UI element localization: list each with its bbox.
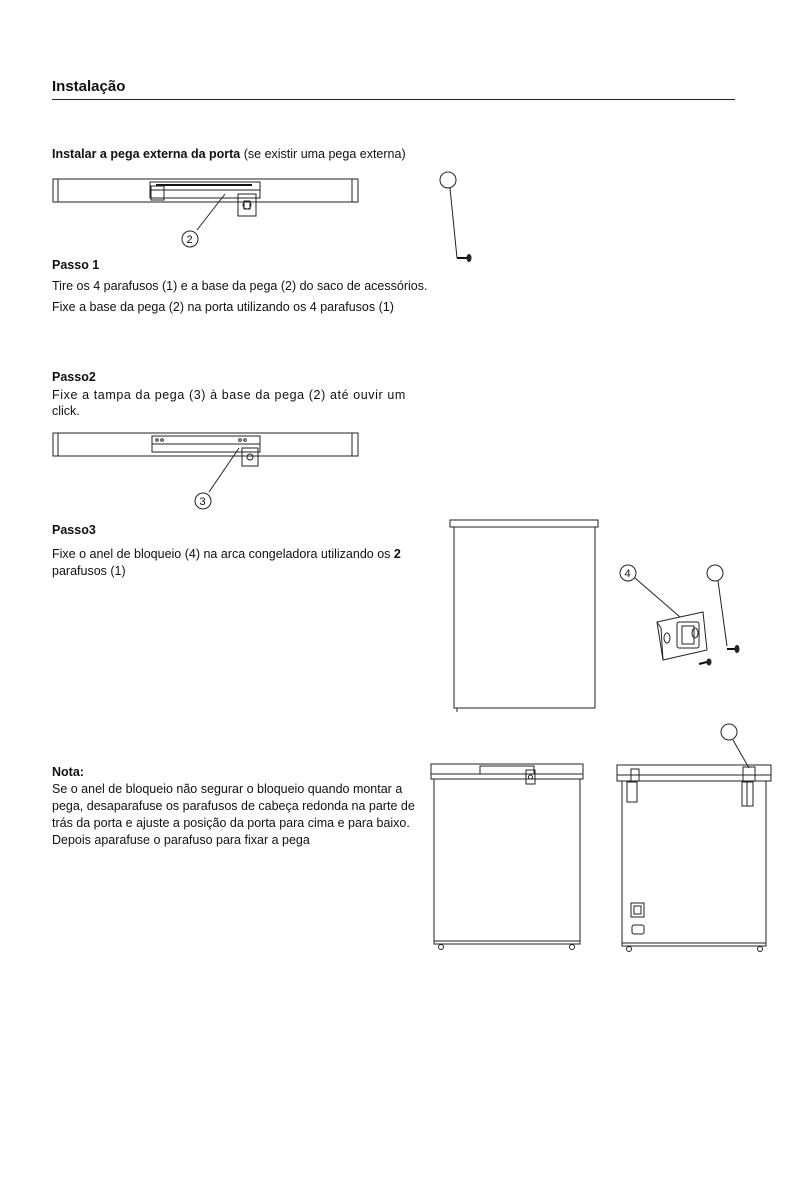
intro-line <box>52 145 406 163</box>
locking-ring-figure <box>615 560 745 670</box>
note-line-1: Se o anel de bloqueio não segurar o bloqueio quando montar a <box>52 782 403 796</box>
step2-line-1: Fixe a tampa da pega (3) à base da pega (2) até ouvir um <box>52 388 406 402</box>
door-handle-base-figure <box>52 176 362 251</box>
step2-title: Passo2 <box>52 370 96 384</box>
screw-figure <box>436 168 476 268</box>
freezer-rear-view-figure <box>612 720 777 955</box>
callout-4: 4 <box>624 568 631 580</box>
step2-line-2: click. <box>52 404 80 418</box>
page-title: Instalação <box>52 78 126 95</box>
step3-line-1-bold: 2 <box>393 547 401 561</box>
step3-line-1-text: Fixe o anel de bloqueio (4) na arca congeladora utilizando os <box>52 547 394 561</box>
intro-normal: (se existir uma pega externa) <box>240 147 406 161</box>
step3-title: Passo3 <box>52 523 96 537</box>
step1-line-1: Tire os 4 parafusos (1) e a base da pega (2) do saco de acessórios. <box>52 279 428 293</box>
title-underline <box>52 99 735 100</box>
freezer-front-figure <box>448 518 603 713</box>
step1-line-2: Fixe a base da pega (2) na porta utilizando os 4 parafusos (1) <box>52 300 394 314</box>
note-line-3: trás da porta e ajuste a posição da porta para cima e para baixo. <box>52 816 410 830</box>
step3-line-1 <box>52 545 401 563</box>
callout-2: 2 <box>186 234 193 246</box>
note-line-4: Depois aparafuse o parafuso para fixar a pega <box>52 833 310 847</box>
note-line-2: pega, desaparafuse os parafusos de cabeça redonda na parte de <box>52 799 415 813</box>
freezer-front-view-figure <box>428 760 588 955</box>
note-title: Nota: <box>52 765 84 779</box>
intro-bold: Instalar a pega externa da porta <box>52 147 241 161</box>
step3-line-2: parafusos (1) <box>52 564 126 578</box>
callout-3: 3 <box>199 496 206 508</box>
door-handle-cover-figure <box>52 430 362 515</box>
step1-title: Passo 1 <box>52 258 100 272</box>
